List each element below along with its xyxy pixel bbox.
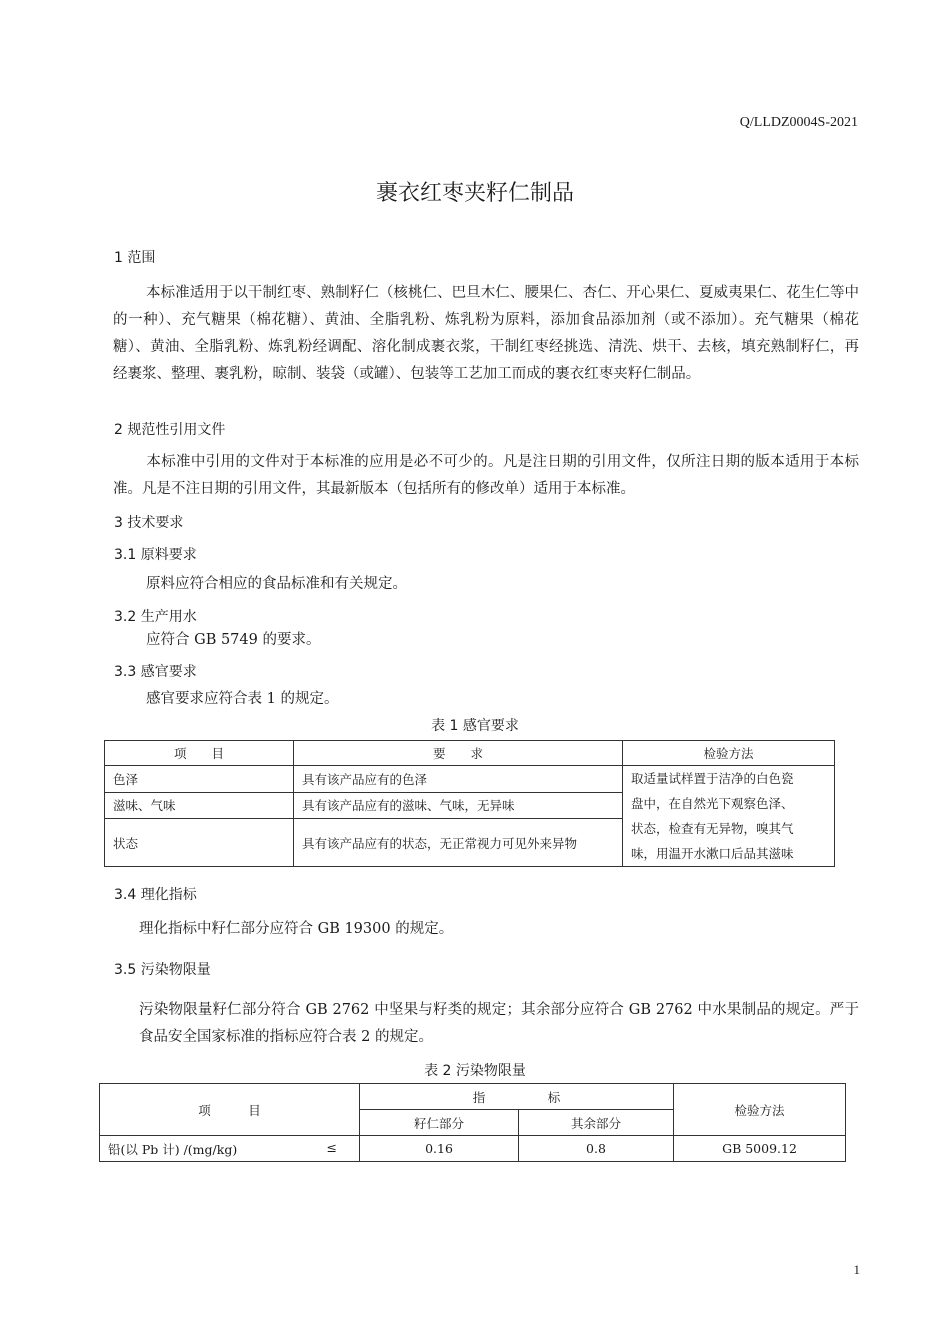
method-line: 盘中，在自然光下观察色泽、: [631, 796, 794, 811]
row-requirement: 具有该产品应有的状态，无正常视力可见外来异物: [294, 819, 623, 867]
table-header-item: 项 目: [105, 741, 294, 766]
row-kernel-value: 0.16: [360, 1136, 519, 1162]
contaminant-limits-table: [99, 1083, 846, 1162]
table-row: [105, 766, 835, 793]
table-header-row: [100, 1084, 846, 1110]
section-3-1-heading: 3.1 原料要求: [114, 547, 197, 563]
section-3-2-text: 应符合 GB 5749 的要求。: [146, 632, 321, 648]
method-line: 取适量试样置于洁净的白色瓷: [631, 771, 794, 786]
row-method: GB 5009.12: [674, 1136, 846, 1162]
sensory-requirements-table: [104, 740, 835, 867]
table-2-caption: 表 2 污染物限量: [424, 1063, 526, 1079]
section-3-2-heading: 3.2 生产用水: [114, 609, 197, 625]
method-line: 状态，检查有无异物，嗅其气: [631, 821, 794, 836]
row-item: [100, 1136, 360, 1162]
section-1-heading: 1 范围: [114, 250, 156, 266]
section-3-4-paragraph: 理化指标中籽仁部分应符合 GB 19300 的规定。: [139, 921, 454, 937]
less-or-equal-sign: ≤: [326, 1139, 337, 1155]
section-3-heading: 3 技术要求: [114, 515, 184, 531]
section-3-3-paragraph: [113, 686, 859, 713]
section-3-5-heading: 3.5 污染物限量: [114, 962, 211, 978]
section-3-2-paragraph: [113, 627, 859, 654]
row-item: 滋味、气味: [105, 792, 294, 819]
row-item: 色泽: [105, 766, 294, 793]
section-3-3-text: 感官要求应符合表 1 的规定。: [146, 691, 339, 707]
document-title: 裹衣红枣夹籽仁制品: [375, 181, 574, 206]
section-1-paragraph: [113, 280, 859, 388]
row-remainder-value: 0.8: [519, 1136, 674, 1162]
section-3-1-text: 原料应符合相应的食品标准和有关规定。: [146, 576, 407, 592]
page-number: 1: [853, 1262, 860, 1277]
table-header-requirement: 要 求: [294, 741, 623, 766]
section-3-1-paragraph: [113, 571, 859, 598]
table-header-kernel: 籽仁部分: [360, 1110, 519, 1136]
section-3-4-heading: 3.4 理化指标: [114, 887, 197, 903]
table-header-remainder: 其余部分: [519, 1110, 674, 1136]
document-code: Q/LLDZ0004S-2021: [739, 115, 858, 130]
method-line: 味，用温开水漱口后品其滋味: [631, 846, 794, 861]
table-header-method: 检验方法: [674, 1084, 846, 1136]
section-3-3-heading: 3.3 感官要求: [114, 664, 197, 680]
inspection-method-cell: [623, 766, 835, 867]
table-1-caption: 表 1 感官要求: [431, 718, 519, 734]
table-header-method: 检验方法: [623, 741, 835, 766]
table-header-index: 指 标: [360, 1084, 674, 1110]
row-requirement: 具有该产品应有的滋味、气味，无异味: [294, 792, 623, 819]
section-3-5-text: 污染物限量籽仁部分符合 GB 2762 中坚果与籽类的规定；其余部分应符合 GB 2762 中水果制品的规定。严于食品安全国家标准的指标应符合表 2 的规定。: [139, 1002, 859, 1045]
section-1-text: 本标准适用于以干制红枣、熟制籽仁（核桃仁、巴旦木仁、腰果仁、杏仁、开心果仁、夏威夷果仁、花生仁等中的一种）、充气糖果（棉花糖）、黄油、全脂乳粉、炼乳粉为原料，添加食品添加剂（或不添加）。充气糖果（棉花糖）、黄油、全脂乳粉、炼乳粉经调配、溶化制成裹衣浆，干制红枣经挑选、清洗、烘干、去核，填充熟制籽仁，再经裹浆、整理、裹乳粉，晾制、装袋（或罐）、包装等工艺加工而成的裹衣红枣夹籽仁制品。: [113, 285, 859, 382]
section-2-heading: 2 规范性引用文件: [114, 422, 226, 438]
row-item: 状态: [105, 819, 294, 867]
row-item-label: 铅(以 Pb 计) /(mg/kg): [108, 1141, 238, 1157]
table-header-item: 项 目: [100, 1084, 360, 1136]
section-2-text: 本标准中引用的文件对于本标准的应用是必不可少的。凡是注日期的引用文件，仅所注日期的版本适用于本标准。凡是不注日期的引用文件，其最新版本（包括所有的修改单）适用于本标准。: [113, 454, 859, 497]
section-3-5-paragraph: [139, 997, 859, 1051]
section-2-paragraph: [113, 449, 859, 503]
table-row: [100, 1136, 846, 1162]
row-requirement: 具有该产品应有的色泽: [294, 766, 623, 793]
table-header-row: [105, 741, 835, 766]
